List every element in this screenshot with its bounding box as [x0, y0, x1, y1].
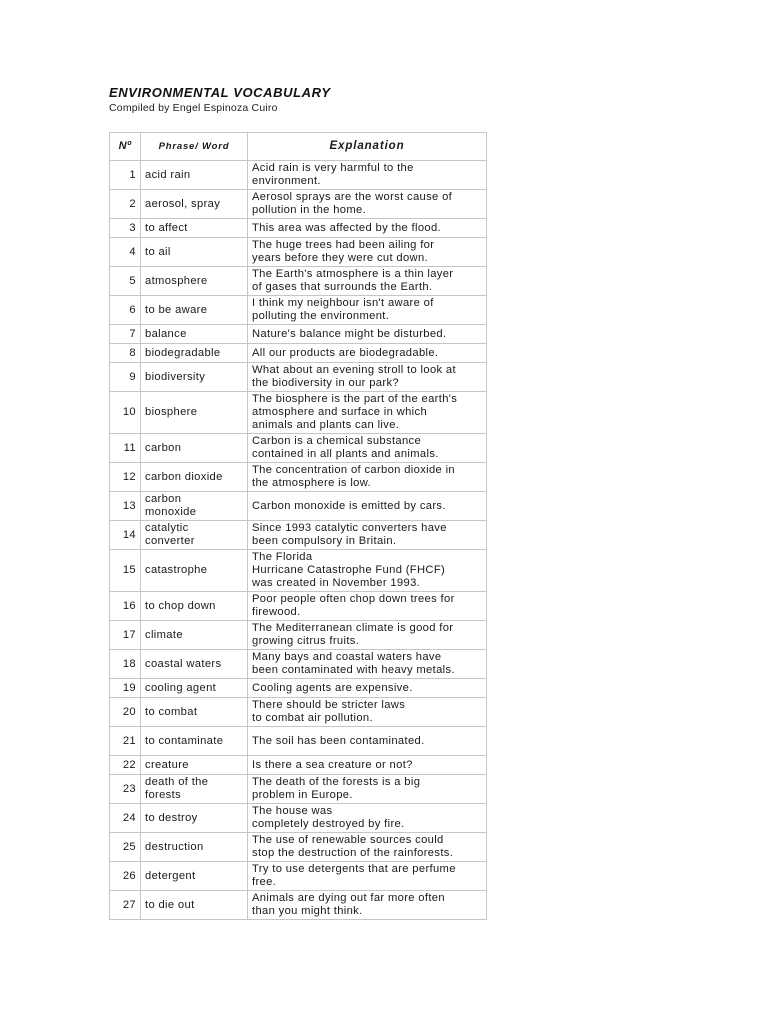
row-number: 2	[110, 190, 141, 219]
row-number: 18	[110, 650, 141, 679]
row-phrase-word: biodegradable	[145, 346, 221, 359]
table-row	[110, 392, 487, 434]
row-explanation-cell	[248, 296, 487, 325]
row-number: 11	[110, 434, 141, 463]
header-number: Nº	[110, 133, 141, 161]
row-phrase-word: to die out	[145, 898, 195, 911]
row-phrase-word: acid rain	[145, 168, 191, 181]
row-explanation: All our products are biodegradable.	[252, 346, 439, 359]
row-phrase-word: atmosphere	[145, 274, 208, 287]
header-phrase-word: Phrase/ Word	[141, 133, 248, 161]
row-phrase-word: to combat	[145, 705, 198, 718]
row-explanation: The biosphere is the part of the earth's atmosphere and surface in which animals and plants can live.	[252, 393, 458, 431]
row-explanation-cell	[248, 521, 487, 550]
table-row	[110, 296, 487, 325]
row-explanation: The house was completely destroyed by fire.	[252, 805, 405, 830]
row-number: 23	[110, 775, 141, 804]
row-explanation-cell	[248, 775, 487, 804]
row-phrase-word: coastal waters	[145, 657, 222, 670]
row-explanation: There should be stricter laws to combat air pollution.	[252, 699, 406, 724]
table-row	[110, 344, 487, 363]
table-row	[110, 698, 487, 727]
table-row	[110, 862, 487, 891]
table-row	[110, 756, 487, 775]
row-explanation-cell	[248, 550, 487, 592]
table-row	[110, 727, 487, 756]
row-explanation: Cooling agents are expensive.	[252, 681, 413, 694]
row-phrase-word: to affect	[145, 221, 188, 234]
row-phrase-word: balance	[145, 327, 187, 340]
row-explanation: Carbon monoxide is emitted by cars.	[252, 499, 446, 512]
row-phrase-word-cell	[141, 621, 248, 650]
row-phrase-word-cell	[141, 775, 248, 804]
row-phrase-word-cell	[141, 296, 248, 325]
row-number: 17	[110, 621, 141, 650]
row-number: 20	[110, 698, 141, 727]
row-number: 8	[110, 344, 141, 363]
row-explanation-cell	[248, 833, 487, 862]
table-row	[110, 325, 487, 344]
row-phrase-word-cell	[141, 804, 248, 833]
row-number: 25	[110, 833, 141, 862]
row-explanation-cell	[248, 325, 487, 344]
row-explanation: Aerosol sprays are the worst cause of pollution in the home.	[252, 191, 453, 216]
row-number: 21	[110, 727, 141, 756]
row-phrase-word-cell	[141, 190, 248, 219]
row-explanation-cell	[248, 891, 487, 920]
row-phrase-word-cell	[141, 521, 248, 550]
table-row	[110, 679, 487, 698]
table-row	[110, 238, 487, 267]
row-explanation: Animals are dying out far more often than you might think.	[252, 892, 445, 917]
row-explanation-cell	[248, 463, 487, 492]
row-phrase-word-cell	[141, 267, 248, 296]
row-phrase-word-cell	[141, 698, 248, 727]
row-number: 4	[110, 238, 141, 267]
row-phrase-word-cell	[141, 463, 248, 492]
table-row	[110, 650, 487, 679]
row-number: 24	[110, 804, 141, 833]
row-number: 7	[110, 325, 141, 344]
row-phrase-word: to chop down	[145, 599, 216, 612]
row-number: 22	[110, 756, 141, 775]
row-explanation: The huge trees had been ailing for years before they were cut down.	[252, 239, 435, 264]
table-row	[110, 550, 487, 592]
row-explanation: Many bays and coastal waters have been contaminated with heavy metals.	[252, 651, 455, 676]
row-phrase-word-cell	[141, 363, 248, 392]
row-phrase-word-cell	[141, 862, 248, 891]
row-explanation: Is there a sea creature or not?	[252, 758, 413, 771]
row-explanation: The concentration of carbon dioxide in the atmosphere is low.	[252, 464, 455, 489]
table-row	[110, 267, 487, 296]
row-explanation: Since 1993 catalytic converters have been compulsory in Britain.	[252, 522, 447, 547]
row-explanation-cell	[248, 219, 487, 238]
table-row	[110, 190, 487, 219]
row-explanation-cell	[248, 161, 487, 190]
row-phrase-word: creature	[145, 758, 189, 771]
row-phrase-word: aerosol, spray	[145, 197, 221, 210]
row-explanation: I think my neighbour isn't aware of polluting the environment.	[252, 297, 434, 322]
row-explanation-cell	[248, 434, 487, 463]
row-number: 10	[110, 392, 141, 434]
row-explanation-cell	[248, 592, 487, 621]
row-explanation-cell	[248, 727, 487, 756]
row-phrase-word-cell	[141, 550, 248, 592]
row-explanation: Nature's balance might be disturbed.	[252, 327, 447, 340]
row-phrase-word: biosphere	[145, 406, 198, 418]
row-phrase-word: carbon dioxide	[145, 470, 223, 483]
row-phrase-word-cell	[141, 492, 248, 521]
row-number: 3	[110, 219, 141, 238]
row-phrase-word-cell	[141, 679, 248, 698]
table-row	[110, 833, 487, 862]
table-row	[110, 775, 487, 804]
row-phrase-word: destruction	[145, 840, 204, 853]
row-phrase-word-cell	[141, 592, 248, 621]
row-explanation-cell	[248, 492, 487, 521]
row-explanation-cell	[248, 804, 487, 833]
table-row	[110, 492, 487, 521]
row-number: 5	[110, 267, 141, 296]
table-row	[110, 592, 487, 621]
row-explanation-cell	[248, 862, 487, 891]
row-phrase-word-cell	[141, 833, 248, 862]
row-phrase-word-cell	[141, 650, 248, 679]
row-phrase-word-cell	[141, 238, 248, 267]
row-number: 27	[110, 891, 141, 920]
table-row	[110, 804, 487, 833]
row-phrase-word: to contaminate	[145, 734, 224, 747]
row-explanation: The Florida Hurricane Catastrophe Fund (FHCF) was created in November 1993.	[252, 551, 446, 589]
row-explanation: The use of renewable sources could stop the destruction of the rainforests.	[252, 834, 454, 859]
row-number: 15	[110, 550, 141, 592]
row-phrase-word: biodiversity	[145, 370, 206, 383]
row-explanation-cell	[248, 344, 487, 363]
row-number: 12	[110, 463, 141, 492]
row-explanation-cell	[248, 392, 487, 434]
row-explanation-cell	[248, 267, 487, 296]
row-number: 26	[110, 862, 141, 891]
row-phrase-word: death of the forests	[145, 776, 209, 801]
row-explanation-cell	[248, 190, 487, 219]
row-phrase-word: to be aware	[145, 303, 208, 316]
row-explanation: Acid rain is very harmful to the environment.	[252, 162, 414, 187]
row-phrase-word-cell	[141, 392, 248, 434]
row-explanation: Try to use detergents that are perfume free.	[252, 863, 456, 888]
table-row	[110, 621, 487, 650]
row-number: 13	[110, 492, 141, 521]
row-phrase-word: carbon	[145, 441, 182, 454]
table-row	[110, 434, 487, 463]
row-number: 14	[110, 521, 141, 550]
row-explanation-cell	[248, 650, 487, 679]
row-number: 1	[110, 161, 141, 190]
table-row	[110, 463, 487, 492]
row-explanation: Poor people often chop down trees for firewood.	[252, 593, 455, 618]
header-explanation: Explanation	[248, 133, 487, 161]
row-number: 9	[110, 363, 141, 392]
row-phrase-word: catalytic converter	[145, 522, 195, 547]
row-phrase-word: to ail	[145, 245, 171, 258]
row-number: 6	[110, 296, 141, 325]
table-header-row	[110, 133, 487, 161]
row-phrase-word: carbon monoxide	[145, 493, 197, 518]
row-phrase-word-cell	[141, 219, 248, 238]
row-phrase-word-cell	[141, 325, 248, 344]
row-explanation: The Earth's atmosphere is a thin layer of gases that surrounds the Earth.	[252, 268, 454, 293]
vocabulary-table	[109, 132, 487, 920]
document-subtitle: Compiled by Engel Espinoza Cuiro	[109, 102, 278, 114]
table-row	[110, 521, 487, 550]
row-explanation-cell	[248, 756, 487, 775]
row-phrase-word: cooling agent	[145, 681, 217, 694]
row-explanation: This area was affected by the flood.	[252, 221, 442, 234]
document-title: ENVIRONMENTAL VOCABULARY	[109, 85, 331, 100]
table-row	[110, 161, 487, 190]
row-explanation: The Mediterranean climate is good for growing citrus fruits.	[252, 622, 454, 647]
row-phrase-word-cell	[141, 891, 248, 920]
row-phrase-word-cell	[141, 344, 248, 363]
row-number: 16	[110, 592, 141, 621]
row-explanation-cell	[248, 238, 487, 267]
row-phrase-word: climate	[145, 628, 183, 641]
row-phrase-word: to destroy	[145, 811, 198, 824]
row-explanation: Carbon is a chemical substance contained in all plants and animals.	[252, 435, 439, 460]
row-explanation-cell	[248, 679, 487, 698]
row-phrase-word-cell	[141, 727, 248, 756]
row-explanation-cell	[248, 363, 487, 392]
table-row	[110, 891, 487, 920]
row-explanation-cell	[248, 698, 487, 727]
row-number: 19	[110, 679, 141, 698]
row-explanation: What about an evening stroll to look at the biodiversity in our park?	[252, 364, 456, 389]
row-explanation: The death of the forests is a big problem in Europe.	[252, 776, 421, 801]
table-row	[110, 363, 487, 392]
row-phrase-word-cell	[141, 434, 248, 463]
table-row	[110, 219, 487, 238]
row-explanation: The soil has been contaminated.	[252, 734, 425, 747]
table-body	[110, 161, 487, 920]
row-explanation-cell	[248, 621, 487, 650]
row-phrase-word-cell	[141, 756, 248, 775]
row-phrase-word: detergent	[145, 869, 196, 882]
row-phrase-word-cell	[141, 161, 248, 190]
row-phrase-word: catastrophe	[145, 564, 208, 576]
